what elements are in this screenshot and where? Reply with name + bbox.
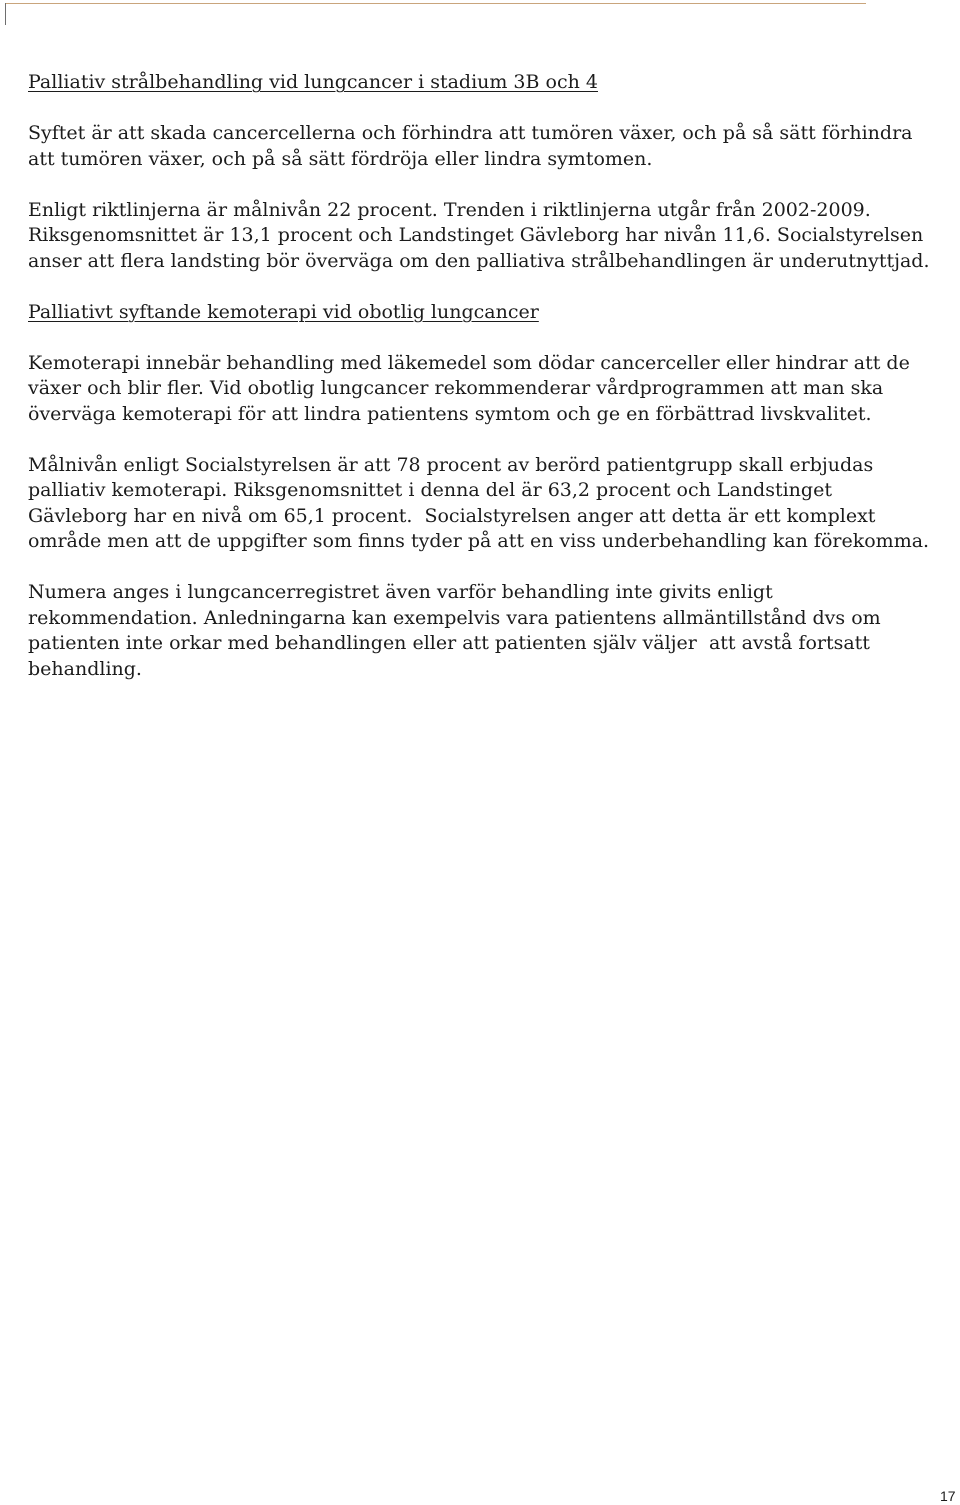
text-line: palliativ kemoterapi. Riksgenomsnittet i denna del är 63,2 procent och Landstinget [28,479,832,501]
text-line: att tumören växer, och på så sätt fördröja eller lindra symtomen. [28,147,653,170]
text-line: Målnivån enligt Socialstyrelsen är att 78 procent av berörd patientgrupp skall erbjudas [28,453,874,476]
section-heading [28,70,958,96]
page-number: 17 [940,1488,956,1504]
text-line: patienten inte orkar med behandlingen eller att patienten själv väljer att avstå fortsatt [28,632,870,654]
text-line: Gävleborg har en nivå om 65,1 procent. Socialstyrelsen anger att detta är ett komplext [28,504,876,527]
document-body [28,70,958,708]
paragraph [28,198,958,275]
paragraph [28,351,958,428]
section-heading [28,300,958,326]
text-line: Riksgenomsnittet är 13,1 procent och Landstinget Gävleborg har nivån 11,6. Socialstyrelsen [28,224,924,246]
text-line: Enligt riktlinjerna är målnivån 22 procent. Trenden i riktlinjerna utgår från 2002-2009. [28,198,871,221]
text-line: överväga kemoterapi för att lindra patientens symtom och ge en förbättrad livskvalitet. [28,402,872,425]
text-line: Numera anges i lungcancerregistret även varför behandling inte givits enligt [28,581,773,603]
text-line: anser att flera landsting bör överväga om den palliativa strålbehandlingen är underutnyttjad. [28,249,930,272]
text-line: rekommendation. Anledningarna kan exempelvis vara patientens allmäntillstånd dvs om [28,606,881,629]
heading-text: Palliativt syftande kemoterapi vid obotlig lungcancer [28,300,539,323]
text-line: Kemoterapi innebär behandling med läkemedel som dödar cancerceller eller hindrar att de [28,351,910,374]
header-rule [5,3,866,4]
text-line: Syftet är att skada cancercellerna och förhindra att tumören växer, och på så sätt förhindra [28,122,913,144]
text-line: område men att de uppgifter som finns tyder på att en viss underbehandling kan förekomma. [28,530,930,552]
paragraph [28,121,958,172]
paragraph [28,453,958,555]
heading-text: Palliativ strålbehandling vid lungcancer i stadium 3B och 4 [28,71,598,93]
text-line: behandling. [28,657,142,680]
paragraph [28,580,958,682]
header-corner-mark [5,3,6,25]
text-line: växer och blir fler. Vid obotlig lungcancer rekommenderar vårdprogrammen att man ska [28,377,884,399]
